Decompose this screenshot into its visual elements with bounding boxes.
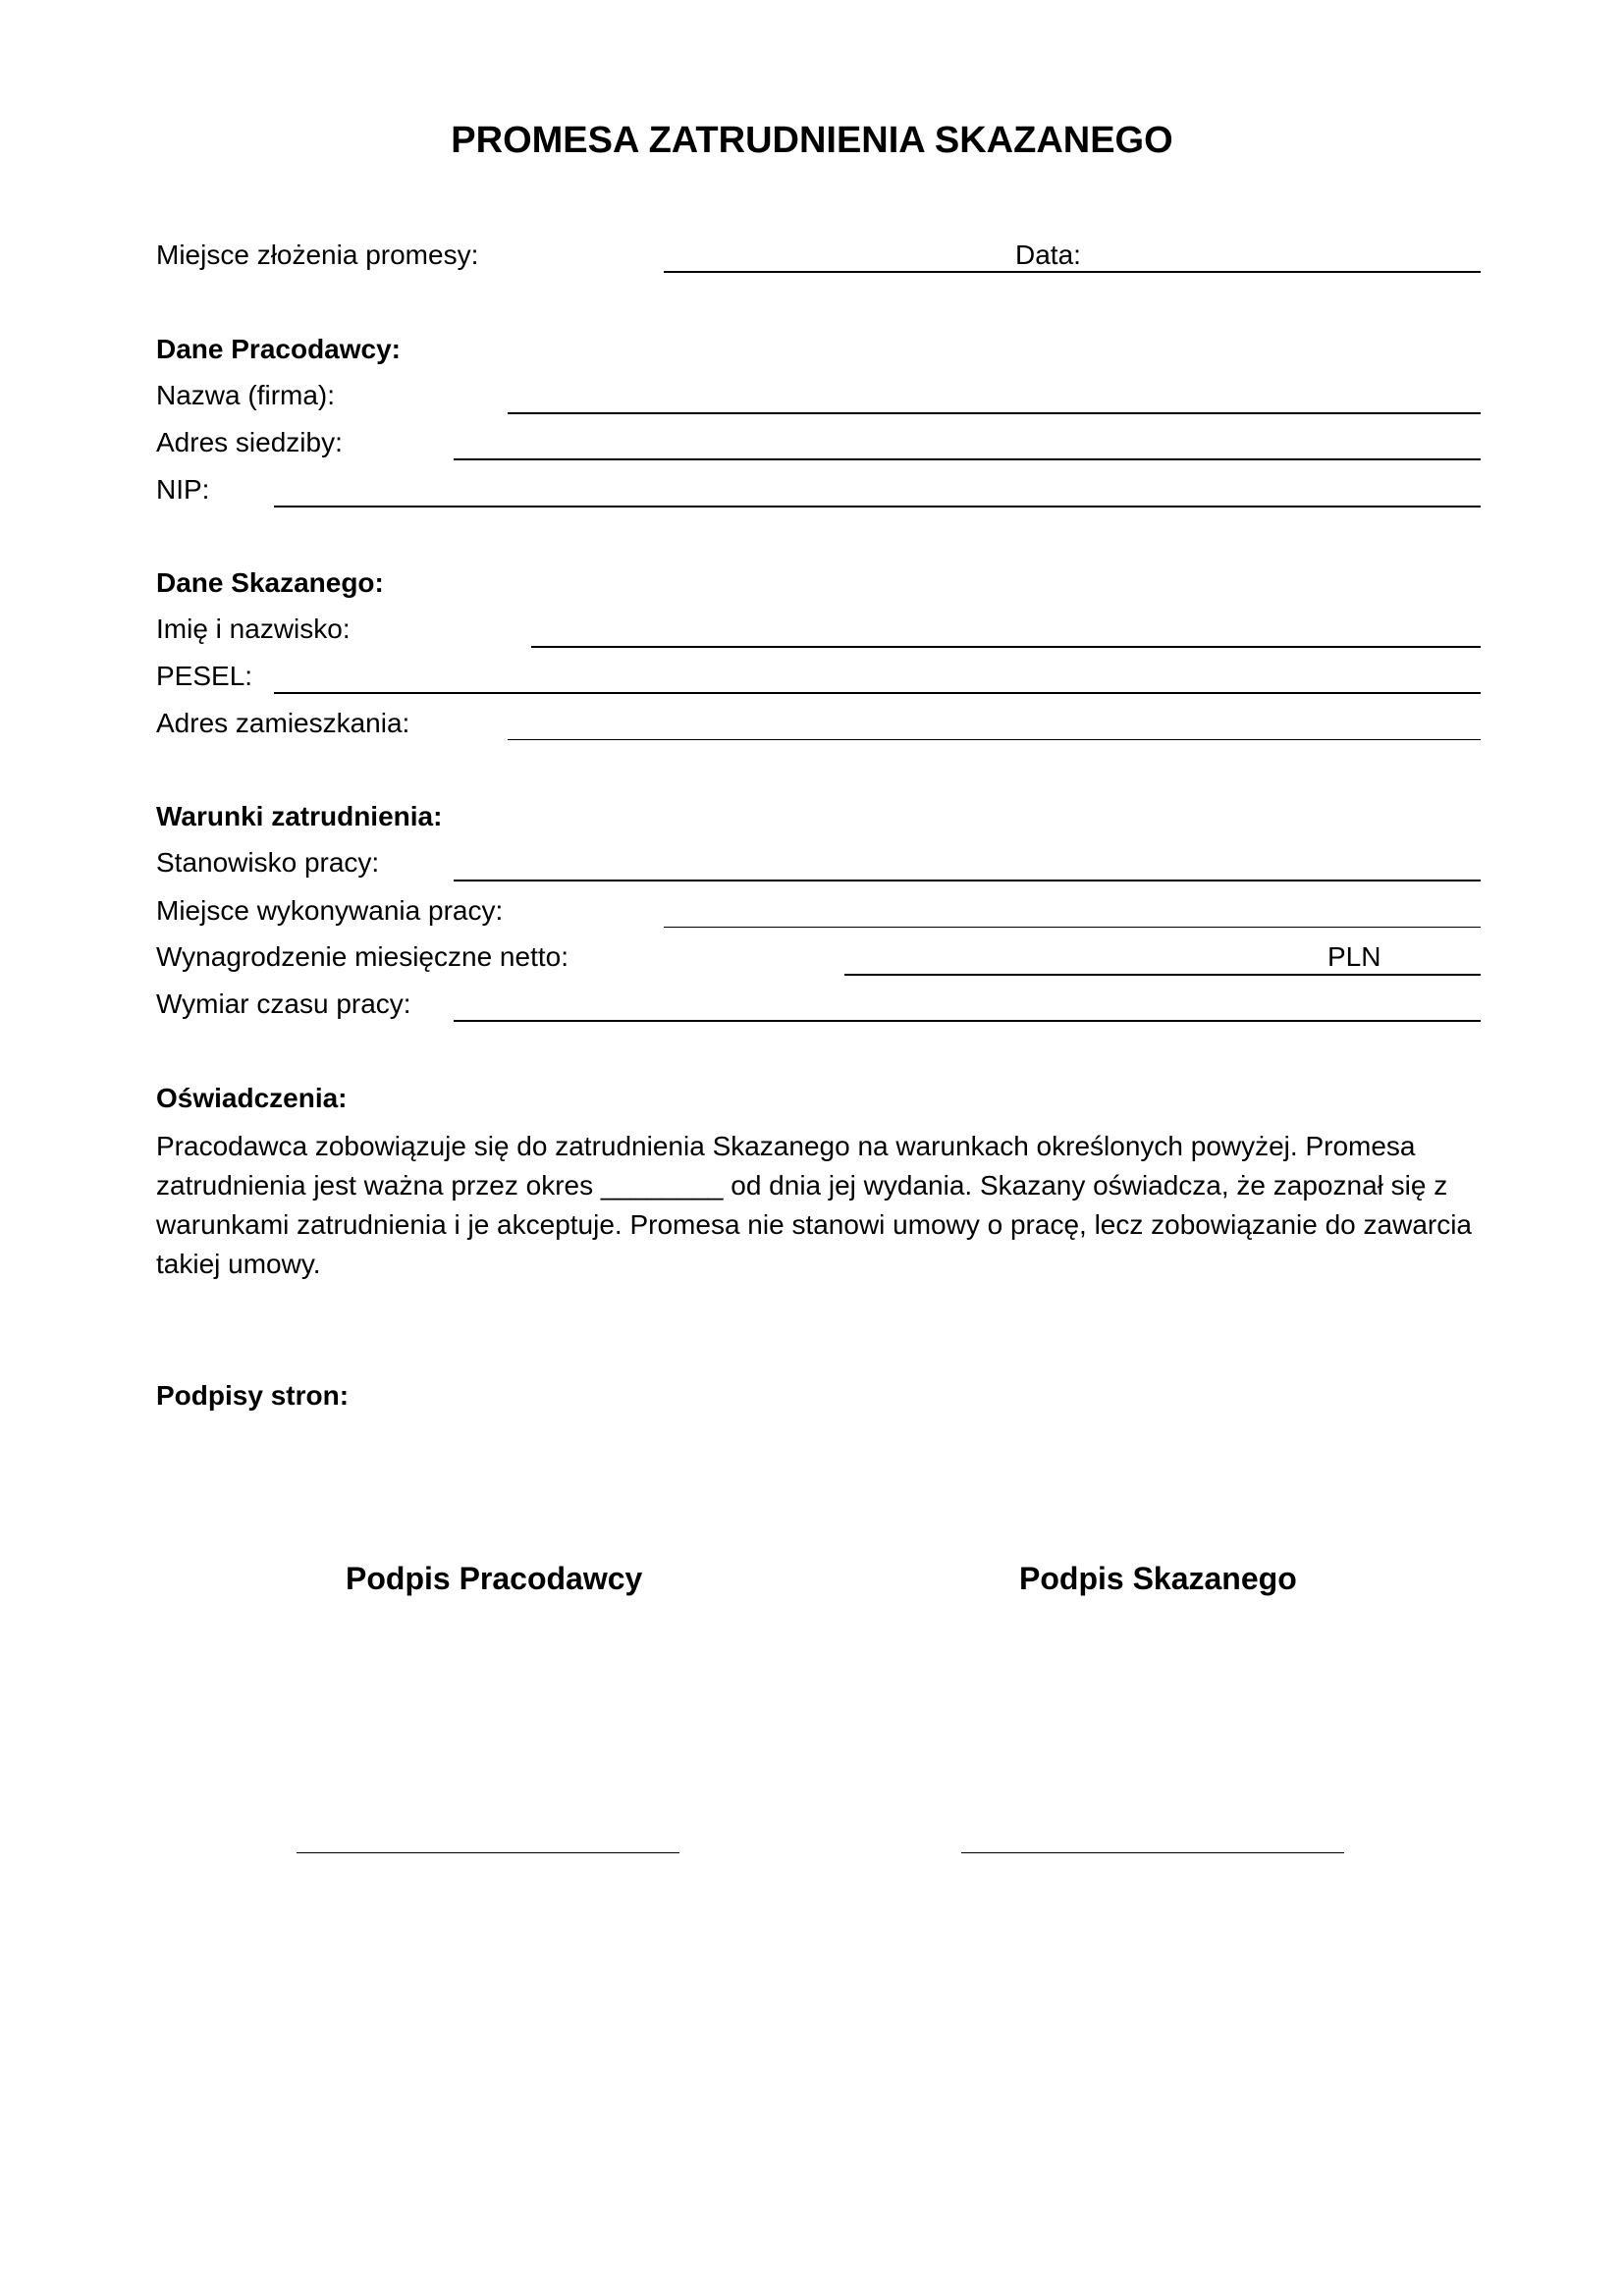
nip-line[interactable] (274, 506, 1481, 507)
employer-name-line[interactable] (508, 412, 1481, 414)
salary-label: Wynagrodzenie miesięczne netto: (156, 941, 568, 972)
statements-heading: Oświadczenia: (156, 1083, 348, 1113)
employer-address-line[interactable] (454, 458, 1481, 460)
employer-address-label: Adres siedziby: (156, 427, 343, 457)
conditions-heading: Warunki zatrudnienia: (156, 801, 443, 831)
convict-signature-label: Podpis Skazanego (1019, 1561, 1297, 1596)
employer-heading: Dane Pracodawcy: (156, 334, 401, 364)
employer-signature-label: Podpis Pracodawcy (346, 1561, 643, 1596)
hours-label: Wymiar czasu pracy: (156, 988, 411, 1019)
convict-signature-line[interactable] (961, 1852, 1344, 1853)
pesel-label: PESEL: (156, 661, 253, 691)
signatures-heading: Podpisy stron: (156, 1380, 350, 1411)
position-line[interactable] (454, 880, 1481, 881)
convict-heading: Dane Skazanego: (156, 567, 384, 598)
convict-name-line[interactable] (531, 646, 1481, 648)
nip-label: NIP: (156, 474, 210, 505)
workplace-label: Miejsce wykonywania pracy: (156, 895, 504, 926)
salary-unit: PLN (1327, 941, 1381, 972)
position-label: Stanowisko pracy: (156, 847, 380, 878)
document-title: PROMESA ZATRUDNIENIA SKAZANEGO (451, 120, 1173, 161)
statements-text: Pracodawca zobowiązuje się do zatrudnienia Skazanego na warunkach określonych powyżej. Promesa zatrudnienia jest ważna przez okres ________ od dnia jej wydania. Skazany oświadcza, że zapoznał się z warunkami zatrudnienia i je akceptuje. Promesa nie stanowi umowy o pracę, lecz zobowiązanie do zawarcia takiej umowy. (156, 1131, 1473, 1279)
salary-line[interactable] (844, 974, 1481, 976)
pesel-line[interactable] (274, 692, 1481, 694)
place-label: Miejsce złożenia promesy: (156, 240, 479, 270)
hours-line[interactable] (454, 1020, 1481, 1022)
employer-name-label: Nazwa (firma): (156, 380, 336, 410)
employer-signature-line[interactable] (297, 1852, 679, 1853)
convict-name-label: Imię i nazwisko: (156, 614, 351, 644)
workplace-line[interactable] (664, 927, 1481, 928)
date-label: Data: (1015, 240, 1081, 270)
convict-address-line[interactable] (508, 739, 1481, 740)
convict-address-label: Adres zamieszkania: (156, 708, 410, 738)
